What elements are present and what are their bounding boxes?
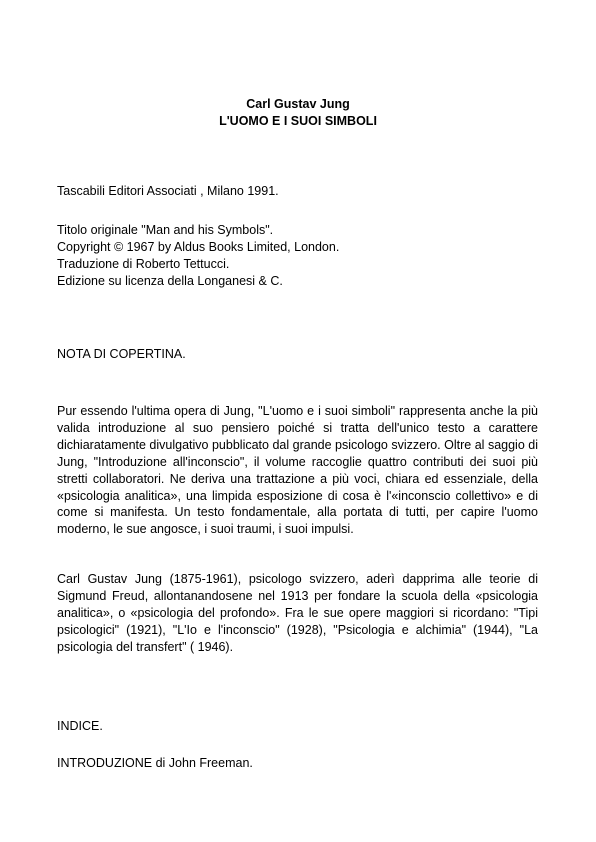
index-heading: INDICE. [57, 719, 103, 733]
title-block [0, 96, 596, 130]
book-title: L'UOMO E I SUOI SIMBOLI [219, 114, 377, 128]
original-title-line: Titolo originale "Man and his Symbols". [57, 223, 274, 237]
author-name: Carl Gustav Jung [246, 97, 350, 111]
cover-note-heading: NOTA DI COPERTINA. [57, 347, 186, 361]
publisher-line: Tascabili Editori Associati , Milano 1991. [57, 184, 279, 198]
cover-note-paragraph-2: Carl Gustav Jung (1875-1961), psicologo svizzero, aderì dapprima alle teorie di Sigmund Freud, allontanandosene nel 1913 per fondare la scuola della «psicologia analitica», o «psicologia del profondo». Fra le sue opere maggiori si ricordano: "Tipi psicologici" (1921), "L'Io e l'inconscio" (1928), "Psicologia e alchimia" (1944), "La psicologia del transfert" ( 1946). [57, 572, 538, 654]
copyright-line: Copyright © 1967 by Aldus Books Limited, London. [57, 240, 340, 254]
translation-line: Traduzione di Roberto Tettucci. [57, 257, 230, 271]
cover-note-paragraph-1: Pur essendo l'ultima opera di Jung, "L'uomo e i suoi simboli" rappresenta anche la più valida introduzione al suo pensiero poiché si tratta dell'unico testo a carattere dichiaratamente divulgativo pubblicato dal grande psicologo svizzero. Oltre al saggio di Jung, "Introduzione all'inconscio", il volume raccoglie quattro contributi dei suoi più stretti collaboratori. Ne deriva una trattazione a più voci, chiara ed essenziale, della «psicologia analitica», una limpida esposizione di cosa è l'«inconscio collettivo» e di come si manifesta. Un testo fondamentale, alla portata di tutti, per capire l'uomo moderno, le sue angosce, i suoi traumi, i suoi impulsi. [57, 404, 538, 537]
index-entry: INTRODUZIONE di John Freeman. [57, 756, 253, 770]
license-line: Edizione su licenza della Longanesi & C. [57, 274, 283, 288]
